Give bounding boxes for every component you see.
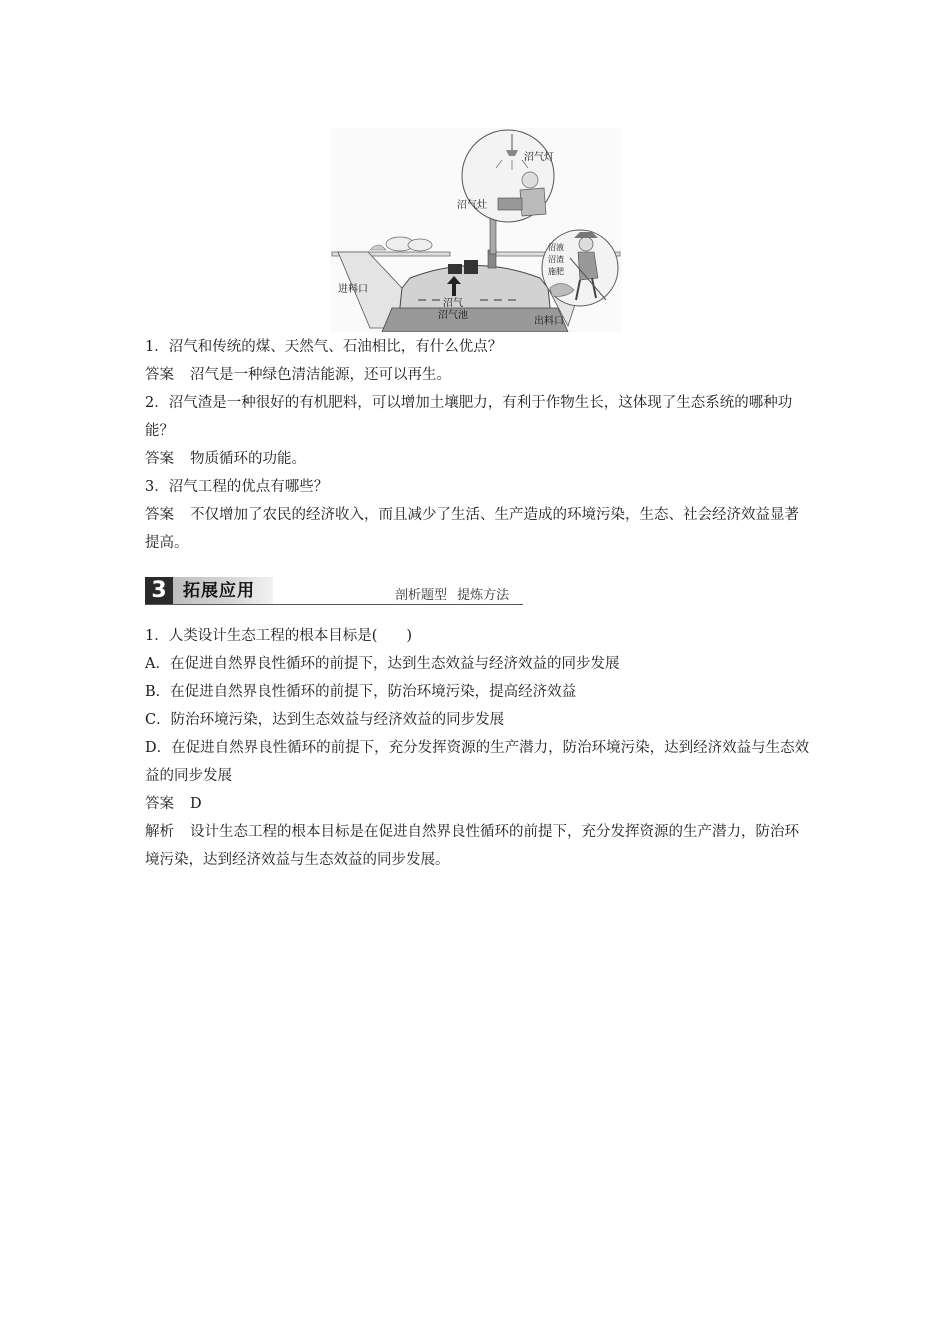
question-stem: 1．人类设计生态工程的根本目标是( ) [145,628,413,644]
section-underline [145,604,523,605]
label-biogas-liquid: 沼液 [548,243,564,252]
answer-text: 不仅增加了农民的经济收入，而且减少了生活、生产造成的环境污染，生态、社会经济效益显著提高。 [145,507,799,551]
answer-text: 物质循环的功能。 [190,451,306,467]
section-title: 拓展应用 [183,581,255,601]
option-d: D．在促进自然界良性循环的前提下，充分发挥资源的生产潜力，防治环境污染，达到经济效益与生态效益的同步发展 [145,740,810,784]
answer-line [145,361,810,389]
mcq-block [145,622,810,874]
answer-label: 答案 [145,796,174,812]
label-biogas-stove: 沼气灶 [457,200,487,211]
answer-label: 答案 [145,507,174,523]
section-subtitle: 剖析题型 提炼方法 [395,588,510,603]
label-biogas: 沼气 [443,298,463,309]
label-outlet: 出料口 [534,316,564,327]
analysis-label: 解析 [145,824,174,840]
analysis-line [145,818,810,874]
biogas-diagram [330,128,622,332]
answer-value: D [190,796,202,812]
question-text: 1．沼气和传统的煤、天然气、石油相比，有什么优点？ [145,339,503,355]
answer-label: 答案 [145,451,174,467]
section-number: 3 [145,577,173,604]
question-text: 2．沼气渣是一种很好的有机肥料，可以增加土壤肥力，有利于作物生长，这体现了生态系统的哪种功能？ [145,395,793,439]
section-header [145,576,525,606]
label-fertilize: 施肥 [548,267,564,276]
answer-text: 沼气是一种绿色清洁能源，还可以再生。 [190,367,451,383]
qa-block [145,333,810,557]
label-biogas-lamp: 沼气灯 [524,152,554,163]
option-c: C．防治环境污染，达到生态效益与经济效益的同步发展 [145,712,505,728]
question-text: 3．沼气工程的优点有哪些？ [145,479,329,495]
answer-line [145,790,810,818]
label-biogas-residue: 沼渣 [548,255,564,264]
answer-line [145,445,810,473]
label-inlet: 进料口 [338,284,368,295]
analysis-text: 设计生态工程的根本目标是在促进自然界良性循环的前提下，充分发挥资源的生产潜力，防治环境污染，达到经济效益与生态效益的同步发展。 [145,824,799,868]
option-a: A．在促进自然界良性循环的前提下，达到生态效益与经济效益的同步发展 [145,656,620,672]
label-biogas-tank: 沼气池 [438,310,468,321]
option-b: B．在促进自然界良性循环的前提下，防治环境污染，提高经济效益 [145,684,577,700]
answer-line [145,501,810,557]
biogas-diagram-illustration [330,128,622,332]
answer-label: 答案 [145,367,174,383]
